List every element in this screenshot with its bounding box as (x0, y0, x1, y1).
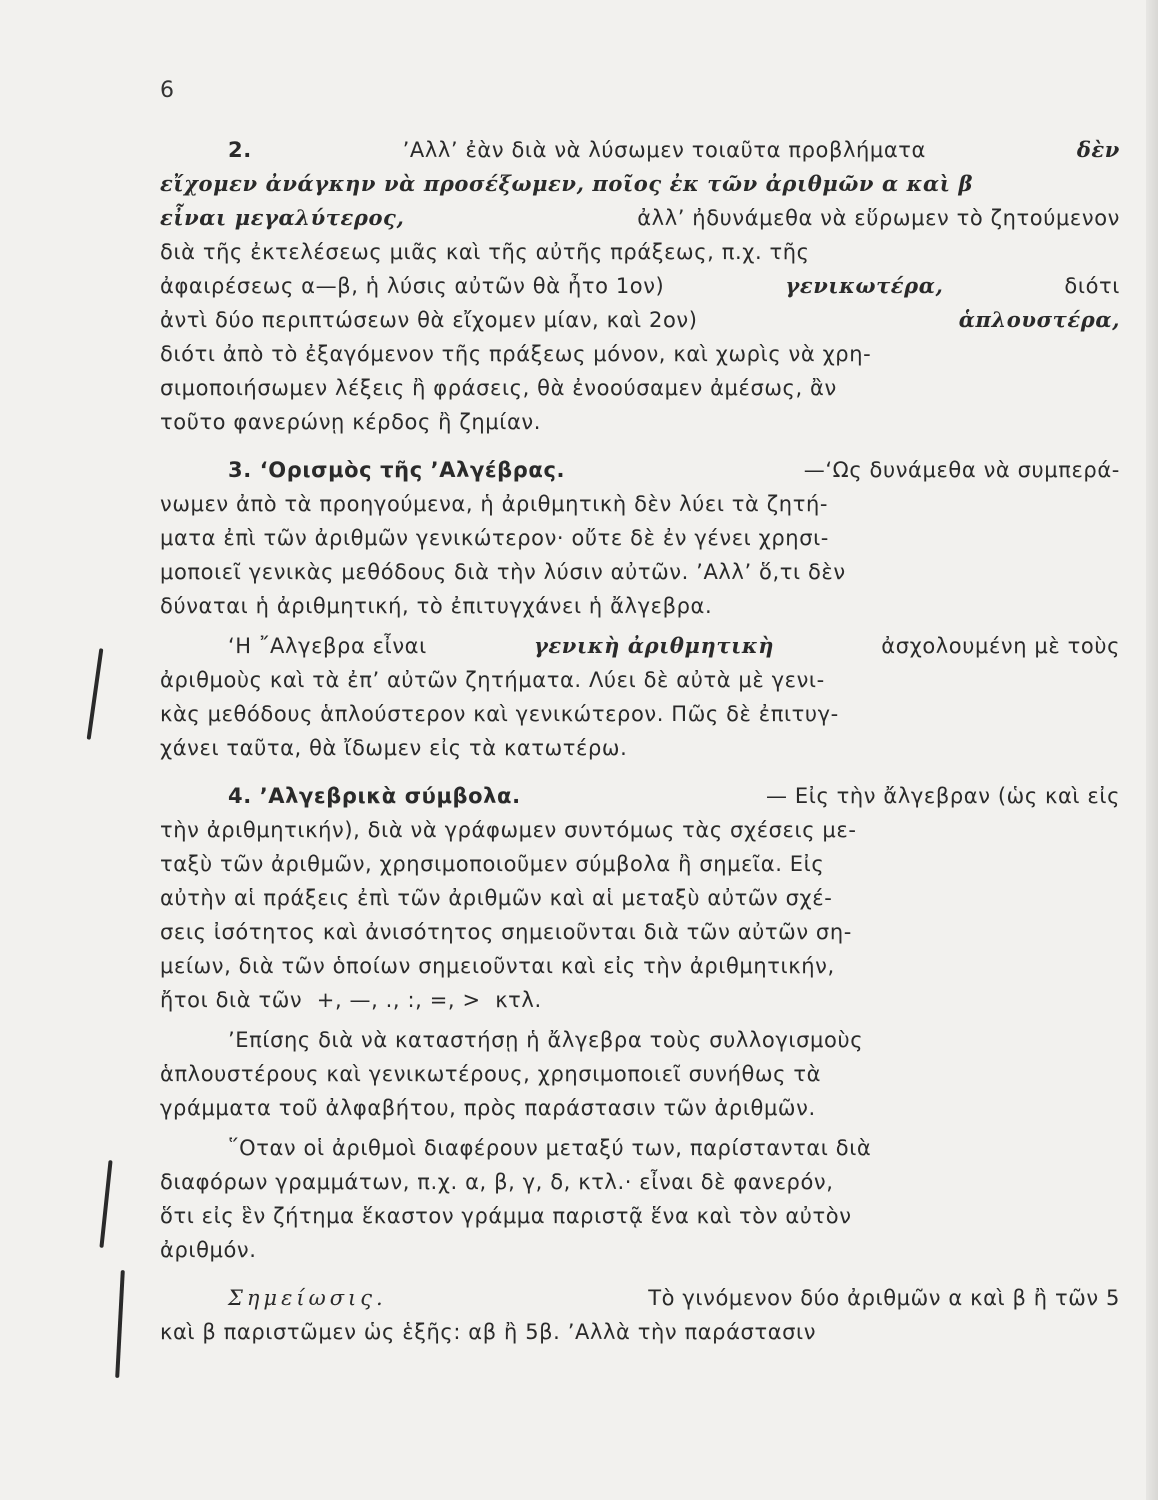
text-span: τοῦτο φανερώνῃ κέρδος ἢ ζημίαν. (160, 410, 542, 434)
text-span: ’Επίσης διὰ νὰ καταστήσῃ ἡ ἄλγεβρα τοὺς συλλογισμοὺς (228, 1028, 864, 1052)
text-span: ’Αλλ’ ἐὰν διὰ νὰ λύσωμεν τοιαῦτα προβλήματα (402, 138, 926, 162)
text-span: ‘Η ῎Αλγεβρα εἶναι (228, 634, 427, 658)
emphasis-text: γενικὴ ἀριθμητικὴ (533, 633, 775, 658)
text-line (160, 487, 1120, 521)
text-line (160, 201, 1120, 235)
text-span: τὴν ἀριθμητικήν), διὰ νὰ γράφωμεν συντόμως τὰς σχέσεις με- (160, 818, 857, 842)
text-span: γράμματα τοῦ ἀλφαβήτου, πρὸς παράστασιν τῶν ἀριθμῶν. (160, 1096, 816, 1120)
text-line (160, 405, 1120, 439)
note-label: Σημείωσις. (228, 1286, 387, 1310)
section-heading: 3. ‘Ορισμὸς τῆς ’Αλγέβρας. (228, 458, 566, 482)
emphasis-text: γενικωτέρα, (785, 273, 944, 298)
text-span: ἀσχολουμένη μὲ τοὺς (881, 634, 1120, 658)
text-line (160, 1023, 1120, 1057)
text-line (160, 881, 1120, 915)
text-line (160, 555, 1120, 589)
text-span: ὅτι εἰς ἓν ζήτημα ἕκαστον γράμμα παριστᾷ ἕνα καὶ τὸν αὐτὸν (160, 1204, 852, 1228)
text-line (160, 371, 1120, 405)
text-line (160, 167, 1120, 201)
text-span: Τὸ γινόμενον δύο ἀριθμῶν α καὶ β ἢ τῶν 5 (648, 1286, 1120, 1310)
text-line (160, 731, 1120, 765)
text-span: αὐτὴν αἱ πράξεις ἐπὶ τῶν ἀριθμῶν καὶ αἱ μεταξὺ αὐτῶν σχέ- (160, 886, 833, 910)
text-span: ἤτοι διὰ τῶν +, —, ., :, =, > κτλ. (160, 988, 542, 1012)
text-line (160, 235, 1120, 269)
page-body (160, 133, 1120, 1349)
text-span: δύναται ἡ ἀριθμητική, τὸ ἐπιτυγχάνει ἡ ἄλγεβρα. (160, 594, 713, 618)
text-line (160, 1131, 1120, 1165)
text-span: διαφόρων γραμμάτων, π.χ. α, β, γ, δ, κτλ.· εἶναι δὲ φανερόν, (160, 1170, 834, 1194)
text-line (160, 1057, 1120, 1091)
text-span: ταξὺ τῶν ἀριθμῶν, χρησιμοποιοῦμεν σύμβολα ἢ σημεῖα. Εἰς (160, 852, 825, 876)
text-line (160, 337, 1120, 371)
text-line (160, 453, 1120, 487)
margin-pencil-mark (87, 648, 104, 740)
emphasis-text: εἴχομεν ἀνάγκην νὰ προσέξωμεν, ποῖος ἐκ τῶν ἀριθμῶν α καὶ β (160, 171, 974, 196)
text-span: νωμεν ἀπὸ τὰ προηγούμενα, ἡ ἀριθμητικὴ δὲν λύει τὰ ζητή- (160, 492, 829, 516)
text-line (160, 1091, 1120, 1125)
page-edge-shadow (1146, 0, 1158, 1500)
section-heading: 4. ’Αλγεβρικὰ σύμβολα. (228, 784, 521, 808)
text-line (160, 813, 1120, 847)
text-span: διότι (1064, 274, 1120, 298)
text-span: χάνει ταῦτα, θὰ ἴδωμεν εἰς τὰ κατωτέρω. (160, 736, 628, 760)
text-span: καὶ β παριστῶμεν ὡς ἑξῆς: αβ ἢ 5β. ’Αλλὰ τὴν παράστασιν (160, 1320, 817, 1344)
text-span: ἀριθμόν. (160, 1238, 257, 1262)
text-span: κὰς μεθόδους ἁπλούστερον καὶ γενικώτερον. Πῶς δὲ ἐπιτυγ- (160, 702, 839, 726)
text-line (160, 949, 1120, 983)
text-line (160, 983, 1120, 1017)
text-line (160, 779, 1120, 813)
text-span: μοποιεῖ γενικὰς μεθόδους διὰ τὴν λύσιν αὐτῶν. ’Αλλ’ ὅ,τι δὲν (160, 560, 846, 584)
text-span: —‘Ως δυνάμεθα νὰ συμπερά- (803, 458, 1120, 482)
text-span: ἀντὶ δύο περιπτώσεων θὰ εἴχομεν μίαν, καὶ 2ον) (160, 308, 698, 332)
emphasis-text: δὲν (1076, 137, 1120, 162)
text-line (160, 1233, 1120, 1267)
text-span: ῞Οταν οἱ ἀριθμοὶ διαφέρουν μεταξύ των, παρίστανται διὰ (228, 1136, 872, 1160)
text-line (160, 629, 1120, 663)
text-line (160, 521, 1120, 555)
text-line (160, 663, 1120, 697)
text-span: διότι ἀπὸ τὸ ἐξαγόμενον τῆς πράξεως μόνον, καὶ χωρὶς νὰ χρη- (160, 342, 872, 366)
text-line (160, 133, 1120, 167)
emphasis-text: εἶναι μεγαλύτερος, (160, 205, 405, 230)
text-line (160, 1315, 1120, 1349)
margin-pencil-mark (115, 1270, 125, 1378)
emphasis-text: ἁπλουστέρα, (958, 307, 1120, 332)
text-line (160, 1281, 1120, 1315)
text-span: ματα ἐπὶ τῶν ἀριθμῶν γενικώτερον· οὔτε δὲ ἐν γένει χρησι- (160, 526, 829, 550)
text-line (160, 269, 1120, 303)
text-line (160, 915, 1120, 949)
text-line (160, 589, 1120, 623)
text-line (160, 303, 1120, 337)
text-line (160, 1199, 1120, 1233)
text-line (160, 1165, 1120, 1199)
text-span: σιμοποιήσωμεν λέξεις ἢ φράσεις, θὰ ἐνοούσαμεν ἀμέσως, ἂν (160, 376, 837, 400)
section-number: 2. (228, 138, 252, 162)
text-line (160, 697, 1120, 731)
text-span: ἀφαιρέσεως α—β, ἡ λύσις αὐτῶν θὰ ἦτο 1ον) (160, 274, 665, 298)
text-span: διὰ τῆς ἐκτελέσεως μιᾶς καὶ τῆς αὐτῆς πράξεως, π.χ. τῆς (160, 240, 810, 264)
page-number: 6 (160, 78, 174, 103)
text-line (160, 847, 1120, 881)
text-span: μείων, διὰ τῶν ὁποίων σημειοῦνται καὶ εἰς τὴν ἀριθμητικήν, (160, 954, 835, 978)
text-span: ἀλλ’ ἠδυνάμεθα νὰ εὕρωμεν τὸ ζητούμενον (637, 206, 1120, 230)
text-span: σεις ἰσότητος καὶ ἀνισότητος σημειοῦνται διὰ τῶν αὐτῶν ση- (160, 920, 852, 944)
text-span: ἁπλουστέρους καὶ γενικωτέρους, χρησιμοποιεῖ συνήθως τὰ (160, 1062, 822, 1086)
text-span: ἀριθμοὺς καὶ τὰ ἐπ’ αὐτῶν ζητήματα. Λύει δὲ αὐτὰ μὲ γενι- (160, 668, 825, 692)
text-span: — Εἰς τὴν ἄλγεβραν (ὡς καὶ εἰς (766, 784, 1120, 808)
margin-pencil-mark (99, 1160, 112, 1248)
